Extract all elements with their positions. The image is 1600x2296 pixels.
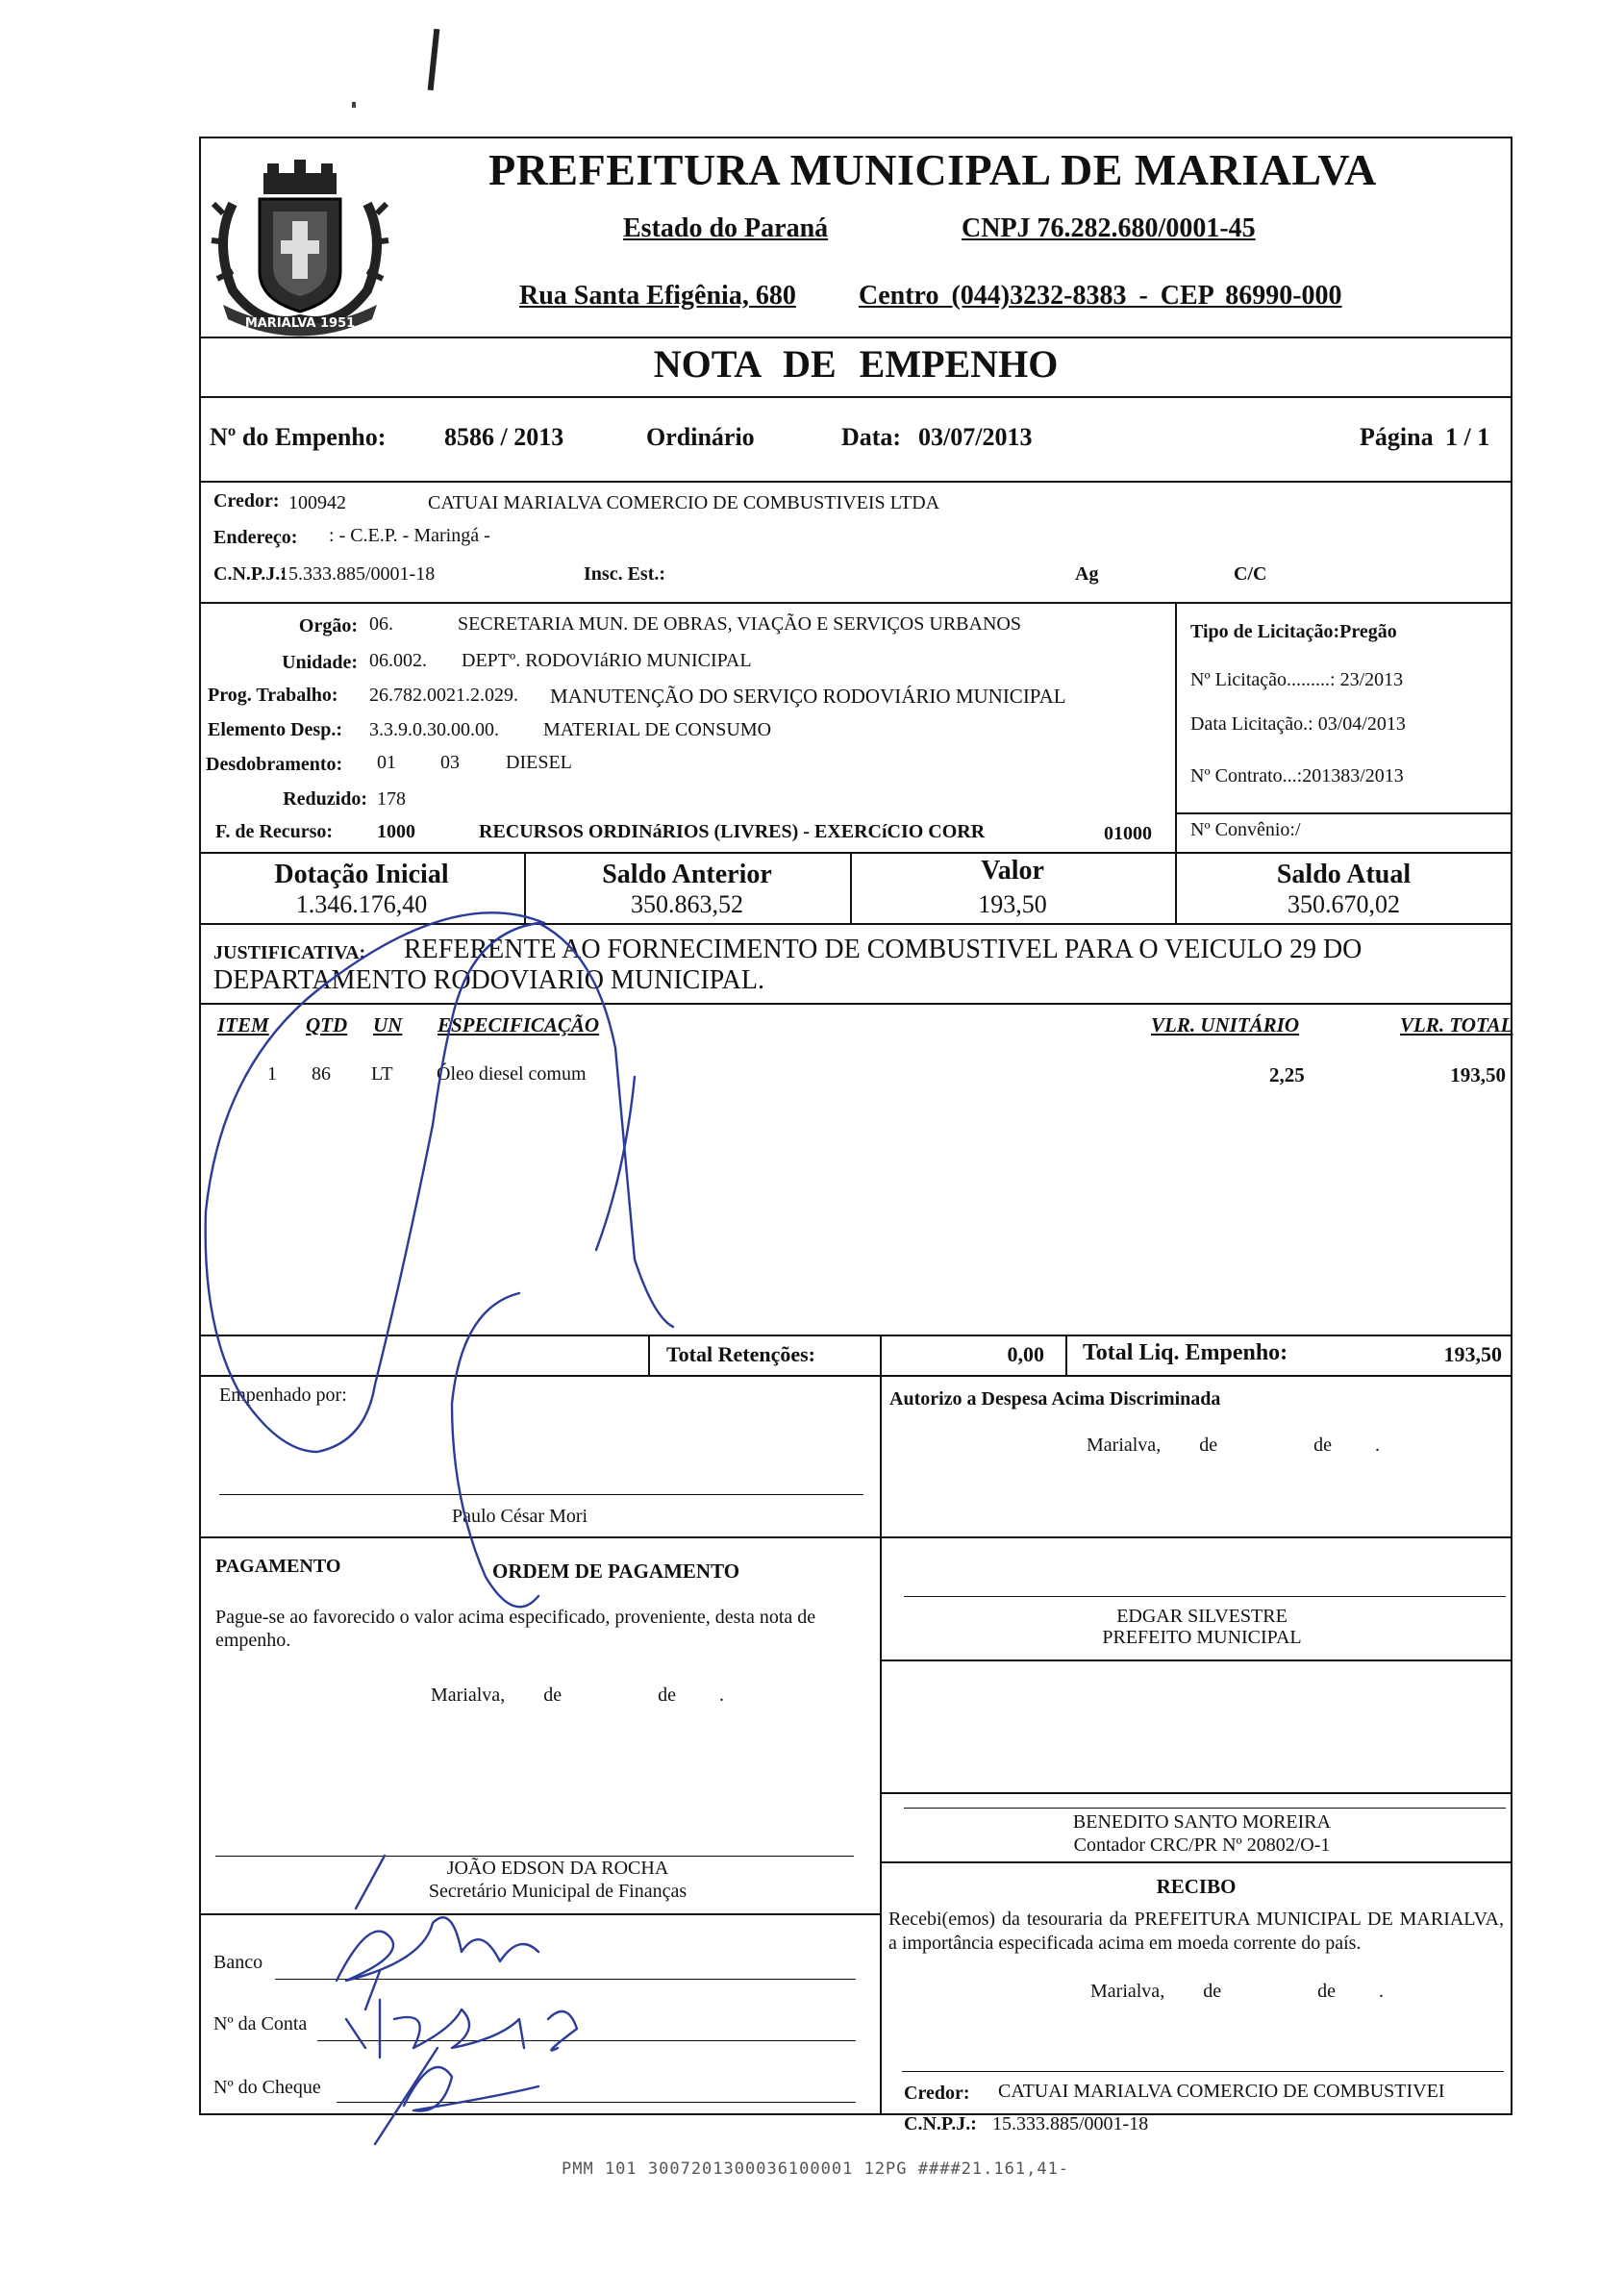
saldo-atual-label: Saldo Atual [1276, 860, 1412, 889]
cheque-label: Nº do Cheque [213, 2077, 321, 2098]
cc-label: C/C [1234, 563, 1267, 585]
justificativa-line-1: REFERENTE AO FORNECIMENTO DE COMBUSTIVEL PARA O VEICULO 29 DO [404, 935, 1362, 964]
licitacao-data: Data Licitação.: 03/04/2013 [1190, 713, 1406, 735]
empenho-number: 8586 / 2013 [444, 423, 564, 451]
header-contact: Centro (044)3232-8383 - CEP 86990-000 [859, 281, 1342, 311]
recibo-label: RECIBO [1156, 1875, 1237, 1898]
contador-title: Contador CRC/PR Nº 20802/O-1 [1073, 1834, 1331, 1856]
row-total: 193,50 [1450, 1063, 1506, 1086]
ag-label: Ag [1075, 563, 1099, 585]
recurso-name: RECURSOS ORDINáRIOS (LIVRES) - EXERCíCIO CORR [479, 821, 986, 842]
liquido-label: Total Liq. Empenho: [1083, 1340, 1288, 1365]
autorizo-label: Autorizo a Despesa Acima Discriminada [889, 1388, 1221, 1410]
document-title: NOTA DE EMPENHO [653, 342, 1059, 386]
licitacao-contrato: Nº Contrato...:201383/2013 [1190, 765, 1404, 786]
recibo-cnpj-label: C.N.P.J.: [904, 2113, 977, 2134]
page-title: PREFEITURA MUNICIPAL DE MARIALVA [488, 145, 1377, 194]
justificativa-label: JUSTIFICATIVA: [213, 942, 366, 963]
empenho-date-label: Data: [841, 423, 902, 451]
unidade-name: DEPTº. RODOVIáRIO MUNICIPAL [462, 650, 752, 671]
recibo-credor-name: CATUAI MARIALVA COMERCIO DE COMBUSTIVEI [998, 2081, 1445, 2102]
recibo-credor-label: Credor: [904, 2083, 970, 2104]
licitacao-tipo: Tipo de Licitação:Pregão [1190, 621, 1397, 642]
insc-label: Insc. Est.: [584, 563, 666, 585]
dotacao-label: Dotação Inicial [274, 860, 449, 889]
dotacao-value: 1.346.176,40 [295, 890, 428, 918]
desdobramento-label: Desdobramento: [206, 754, 343, 775]
licitacao-numero: Nº Licitação.........: 23/2013 [1190, 669, 1404, 690]
col-un: UN [373, 1013, 403, 1036]
valor-label: Valor [981, 856, 1044, 886]
empenhado-signer: Paulo César Mori [452, 1506, 588, 1527]
contador-name: BENEDITO SANTO MOREIRA [1072, 1811, 1332, 1833]
empenhado-label: Empenhado por: [219, 1385, 347, 1406]
recibo-cnpj: 15.333.885/0001-18 [992, 2113, 1149, 2134]
prog-name: MANUTENÇÃO DO SERVIÇO RODOVIÁRIO MUNICIPAL [550, 685, 1066, 708]
pagamento-place-date: Marialva, de de . [431, 1685, 724, 1706]
state-name: Estado do Paraná [623, 213, 829, 243]
row-spec: Óleo diesel comum [437, 1063, 587, 1085]
empenho-type: Ordinário [646, 423, 755, 451]
recibo-place-date: Marialva, de de . [1090, 1981, 1384, 2002]
orgao-label: Orgão: [298, 615, 358, 636]
desdobramento-name: DIESEL [506, 752, 572, 773]
pagamento-label: PAGAMENTO [215, 1556, 341, 1577]
conta-label: Nº da Conta [213, 2013, 308, 2034]
autorizo-place-date: Marialva, de de . [1087, 1435, 1380, 1456]
secretario-name: JOÃO EDSON DA ROCHA [446, 1858, 669, 1879]
credor-label: Credor: [213, 490, 280, 512]
cnpj-label: C.N.P.J.: [213, 563, 287, 585]
col-vlr-total: VLR. TOTAL [1400, 1013, 1513, 1036]
orgao-code: 06. [369, 613, 393, 635]
ordem-label: ORDEM DE PAGAMENTO [492, 1560, 740, 1583]
unidade-code: 06.002. [369, 650, 427, 671]
row-item: 1 [267, 1063, 277, 1085]
recibo-text: Recebi(emos) da tesouraria da PREFEITURA MUNICIPAL DE MARIALVA, a importância especificada acima em moeda corrente do país. [888, 1909, 1504, 1954]
recurso-code: 1000 [377, 821, 415, 842]
desdobramento-a: 01 [377, 752, 396, 773]
credor-code: 100942 [288, 492, 346, 513]
licitacao-convenio: Nº Convênio:/ [1190, 819, 1301, 840]
recurso-label: F. de Recurso: [215, 821, 334, 842]
elemento-label: Elemento Desp.: [208, 719, 342, 740]
prefeito-name: EDGAR SILVESTRE [1116, 1606, 1288, 1627]
footer-code: PMM 101 3007201300036100001 12PG ####21.161,41- [562, 2159, 1070, 2179]
empenho-number-label: Nº do Empenho: [210, 423, 387, 451]
saldo-anterior-label: Saldo Anterior [602, 860, 772, 889]
saldo-anterior-value: 350.863,52 [631, 890, 743, 918]
page-number: 1 / 1 [1445, 423, 1490, 451]
justificativa-line-2: DEPARTAMENTO RODOVIARIO MUNICIPAL. [213, 965, 764, 995]
col-item: ITEM [217, 1013, 269, 1036]
unidade-label: Unidade: [282, 652, 358, 673]
retencoes-label: Total Retenções: [666, 1342, 815, 1366]
valor-value: 193,50 [978, 890, 1047, 918]
prefeito-title: PREFEITO MUNICIPAL [1102, 1627, 1302, 1648]
reduzido-label: Reduzido: [283, 788, 367, 810]
col-spec: ESPECIFICAÇÃO [438, 1013, 600, 1036]
col-vlr-unit: VLR. UNITÁRIO [1151, 1013, 1300, 1036]
reduzido-value: 178 [377, 788, 406, 810]
header-cnpj: CNPJ 76.282.680/0001-45 [962, 213, 1256, 243]
saldo-atual-value: 350.670,02 [1288, 890, 1400, 918]
orgao-name: SECRETARIA MUN. DE OBRAS, VIAÇÃO E SERVIÇOS URBANOS [458, 613, 1021, 635]
row-un: LT [371, 1063, 393, 1085]
secretario-title: Secretário Municipal de Finanças [428, 1881, 688, 1902]
elemento-name: MATERIAL DE CONSUMO [543, 719, 772, 740]
prog-label: Prog. Trabalho: [208, 685, 338, 706]
retencoes-value: 0,00 [1007, 1342, 1044, 1366]
liquido-value: 193,50 [1443, 1342, 1502, 1366]
credor-cnpj: 15.333.885/0001-18 [279, 563, 436, 585]
prog-code: 26.782.0021.2.029. [369, 685, 518, 706]
elemento-code: 3.3.9.0.30.00.00. [369, 719, 499, 740]
row-unit-price: 2,25 [1269, 1063, 1305, 1086]
pagamento-text: Pague-se ao favorecido o valor acima especificado, proveniente, desta nota de empenho. [215, 1607, 816, 1651]
empenho-date: 03/07/2013 [918, 423, 1033, 451]
page-label: Página [1360, 423, 1434, 451]
banco-label: Banco [213, 1952, 263, 1973]
recurso-number: 01000 [1104, 823, 1152, 844]
svg-text:MARIALVA 1951: MARIALVA 1951 [244, 316, 356, 331]
address-label: Endereço: [213, 527, 298, 548]
row-qtd: 86 [312, 1063, 331, 1085]
desdobramento-b: 03 [440, 752, 460, 773]
header-address: Rua Santa Efigênia, 680 [519, 281, 796, 311]
credor-name: CATUAI MARIALVA COMERCIO DE COMBUSTIVEIS LTDA [428, 492, 940, 513]
col-qtd: QTD [306, 1013, 348, 1036]
credor-address: : - C.E.P. - Maringá - [329, 525, 490, 546]
